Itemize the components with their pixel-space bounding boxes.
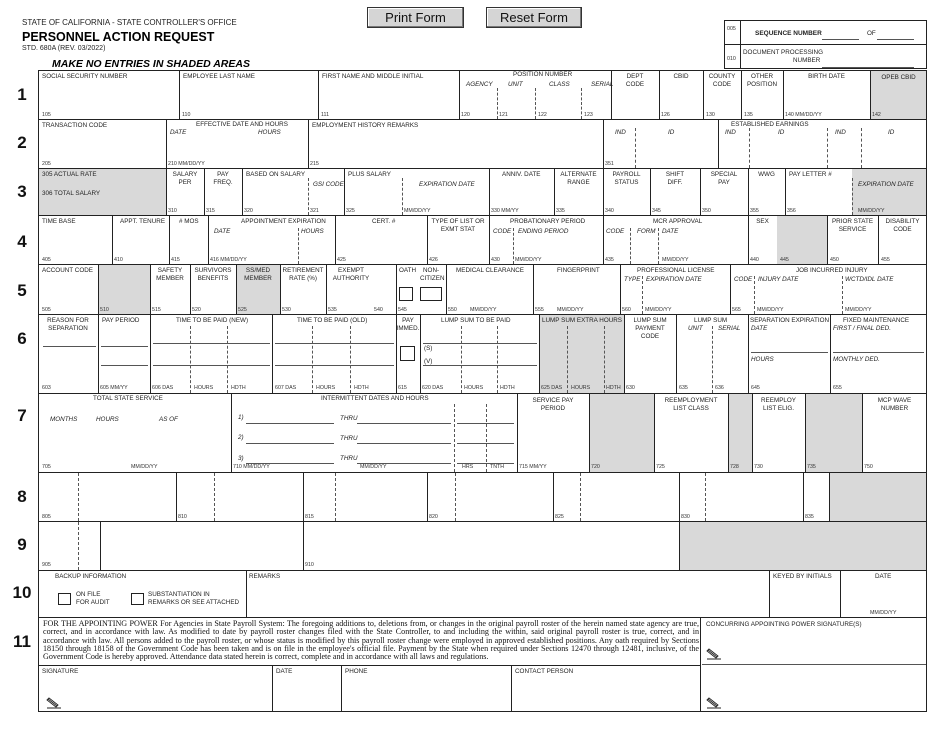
code-545: 545 (398, 307, 407, 313)
reemp-shaded (728, 394, 752, 472)
code-710: 710 MM/DD/YY (233, 464, 270, 470)
exempt-label: EXEMPT (338, 267, 364, 274)
code-121: 121 (499, 112, 508, 118)
concurring-signatures-label: CONCURRING APPOINTING POWER SIGNATURE(S) (706, 621, 862, 628)
code-105: 105 (42, 112, 51, 118)
intermittent-3: 3) (238, 455, 244, 462)
hours-unit: HOURS (194, 385, 214, 391)
hdth-unit: HDTH (606, 385, 621, 391)
transaction-code-label: TRANSACTION CODE (42, 122, 108, 129)
row-number: 8 (17, 487, 27, 506)
prior-service-label: SERVICE (838, 226, 867, 233)
service-period-label: PERIOD (540, 405, 566, 412)
code-725: 725 (656, 464, 665, 470)
sep-hours-label: HOURS (751, 356, 774, 363)
code-356: 356 (787, 208, 796, 214)
ls-unit-label: UNIT (688, 325, 703, 332)
time-paid-old-label: TIME TO BE PAID (OLD) (297, 317, 368, 324)
sep-date-label: DATE (751, 325, 768, 332)
plus-salary-label: PLUS SALARY (348, 171, 391, 178)
code-315: 315 (206, 208, 215, 214)
cbid-label: CBID (673, 73, 689, 80)
code-005: 005 (727, 26, 736, 32)
code-720: 720 (591, 464, 600, 470)
on-file-checkbox[interactable] (58, 593, 71, 605)
ssn-label: SOCIAL SECURITY NUMBER (42, 73, 128, 80)
retirement-rate-label: RATE (%) (289, 275, 317, 282)
code-410: 410 (114, 257, 123, 263)
row-number: 3 (17, 182, 27, 201)
separation-expiration-label: SEPARATION EXPIRATION (750, 317, 830, 324)
id-label: ID (668, 129, 675, 136)
safety-member-label: MEMBER (156, 275, 184, 282)
unit-label: UNIT (508, 81, 523, 88)
code-345: 345 (652, 208, 661, 214)
tss-asof-label: AS OF (159, 416, 178, 423)
shift-label: SHIFT (665, 171, 685, 178)
row-number: 4 (17, 232, 27, 251)
code-560: 560 (622, 307, 631, 313)
code-430: 430 (491, 257, 500, 263)
other-label: OTHER (750, 73, 774, 80)
code-905: 905 (42, 562, 51, 568)
actual-rate-label: 305 ACTUAL RATE (42, 171, 97, 178)
pay-immed-label: PAY (402, 317, 414, 324)
code-450: 450 (830, 257, 839, 263)
pen-signature-icon[interactable] (706, 648, 722, 660)
sequence-of-field[interactable] (877, 39, 914, 40)
immed-label: IMMED. (396, 325, 420, 332)
expiration-date-label: EXPIRATION DATE (858, 181, 914, 188)
code-535: 535 (328, 307, 337, 313)
form-number: STD. 680A (REV. 03/2022) (22, 45, 106, 52)
code-630: 630 (626, 385, 635, 391)
code-550: 550 (448, 307, 457, 313)
medical-clearance-label: MEDICAL CLEARANCE (456, 267, 524, 274)
ending-period-label: ENDING PERIOD (518, 228, 569, 235)
mcr-form-label: FORM (637, 228, 656, 235)
hours-unit: HOURS (571, 385, 591, 391)
last-name-label: EMPLOYEE LAST NAME (183, 73, 255, 80)
ls-payment-code-label: CODE (640, 333, 660, 340)
ls-serial-label: SERIAL (718, 325, 741, 332)
county-code-label: CODE (712, 81, 732, 88)
date-format: MM/DD/YY (404, 208, 431, 214)
monthly-ded-label: MONTHLY DED. (833, 356, 880, 363)
injury-date-label: INJURY DATE (758, 276, 799, 283)
special-label: SPECIAL (710, 171, 738, 178)
probationary-period-label: PROBATIONARY PERIOD (510, 218, 586, 225)
code-355: 355 (750, 208, 759, 214)
hdth-unit: HDTH (500, 385, 515, 391)
appt-date-label: DATE (214, 228, 231, 235)
code-435: 435 (605, 257, 614, 263)
code-425: 425 (337, 257, 346, 263)
doc-number-label: NUMBER (793, 57, 821, 64)
reemp-elig-shaded (805, 394, 862, 472)
code-820: 820 (429, 514, 438, 520)
code-416: 416 MM/DD/YY (210, 257, 247, 263)
row-number: 6 (17, 329, 27, 348)
lump-extra-shaded (539, 315, 624, 393)
code-340: 340 (605, 208, 614, 214)
account-code-label: ACCOUNT CODE (42, 267, 93, 274)
code-135: 135 (744, 112, 753, 118)
survivors-label: SURVIVORS (194, 267, 232, 274)
prior-state-label: PRIOR STATE (831, 218, 874, 225)
based-on-salary-label: BASED ON SALARY (246, 171, 306, 178)
phone-label: PHONE (345, 668, 368, 675)
disability-label: DISABILITY (885, 218, 920, 225)
no-entry-warning: MAKE NO ENTRIES IN SHADED AREAS (52, 58, 250, 70)
code-310: 310 (168, 208, 177, 214)
hdth-unit: HDTH (354, 385, 369, 391)
code-426: 426 (429, 257, 438, 263)
code-335: 335 (556, 208, 565, 214)
pay-letter-label: PAY LETTER # (789, 171, 832, 178)
payroll-status-label: STATUS (614, 179, 639, 186)
dept-label: DEPT (626, 73, 644, 80)
opeb-cbid-label: OPEB CBID (881, 74, 916, 81)
ls-number-label: LUMP SUM (694, 317, 728, 324)
code-835: 835 (805, 514, 814, 520)
lump-extra-label: LUMP SUM EXTRA HOURS (542, 317, 623, 324)
eff-date-label: DATE (170, 129, 187, 136)
thru-label: THRU (340, 455, 358, 462)
doc-number-field[interactable] (822, 67, 914, 68)
code-123: 123 (584, 112, 593, 118)
date-format: MM/DD/YY (757, 307, 784, 313)
ssmed-label: SS/MED (245, 267, 271, 274)
row-number: 9 (17, 535, 27, 554)
code-530: 530 (282, 307, 291, 313)
license-type-label: TYPE (624, 276, 641, 283)
code-120: 120 (461, 112, 470, 118)
row-number: 10 (12, 583, 32, 602)
code-126: 126 (661, 112, 670, 118)
first-name-label: FIRST NAME AND MIDDLE INITIAL (322, 73, 424, 80)
tss-hours-label: HOURS (96, 416, 119, 423)
date-format: MM/DD/YY (645, 307, 672, 313)
code-705: 705 (42, 464, 51, 470)
date-format: MM/DD/YY (858, 208, 885, 214)
sex-label: SEX (756, 218, 769, 225)
code-606: 606 DAS (152, 385, 174, 391)
ls-payment-label: LUMP SUM (633, 317, 667, 324)
mcp-number-label: NUMBER (880, 405, 909, 412)
code-445: 445 (780, 257, 789, 263)
code-525: 525 (238, 307, 247, 313)
code-825: 825 (555, 514, 564, 520)
code-520: 520 (192, 307, 201, 313)
hdth-unit: HDTH (231, 385, 246, 391)
date-format: MM/DD/YY (845, 307, 872, 313)
professional-license-label: PROFESSIONAL LICENSE (637, 267, 715, 274)
for-audit-label: FOR AUDIT (76, 599, 110, 606)
type-of-list-label: TYPE OF LIST OR (431, 218, 485, 225)
citizen-label: CITIZEN (420, 275, 445, 282)
other-position-label: POSITION (746, 81, 778, 88)
position-number-label: POSITION NUMBER (513, 71, 573, 78)
class-label: CLASS (549, 81, 570, 88)
code-440: 440 (750, 257, 759, 263)
code-130: 130 (706, 112, 715, 118)
code-555: 555 (535, 307, 544, 313)
row9-shaded (679, 522, 926, 570)
code-321: 321 (310, 208, 319, 214)
code-510: 510 (100, 307, 109, 313)
code-215: 215 (310, 161, 319, 167)
row-number: 2 (17, 133, 27, 152)
agency-header: STATE OF CALIFORNIA - STATE CONTROLLER'S OFFICE (22, 18, 237, 27)
code-565: 565 (732, 307, 741, 313)
list-elig-label: LIST ELIG. (762, 405, 795, 412)
reset-form-button[interactable]: Reset Form (486, 7, 582, 28)
history-remarks-label: EMPLOYMENT HISTORY REMARKS (312, 122, 419, 129)
date-format: MM/DD/YY (557, 307, 584, 313)
time-base-label: TIME BASE (42, 218, 76, 225)
prob-code-label: CODE (493, 228, 512, 235)
code-636: 636 (715, 385, 724, 391)
code-735: 735 (807, 464, 816, 470)
established-earnings-label: ESTABLISHED EARNINGS (731, 121, 809, 128)
separation-label: SEPARATION (48, 325, 88, 332)
doc-processing-label: DOCUMENT PROCESSING (743, 49, 824, 56)
code-620: 620 DAS (422, 385, 444, 391)
contact-person-label: CONTACT PERSON (515, 668, 574, 675)
pen-signature-icon[interactable] (46, 697, 62, 709)
gsi-code-label: GSI CODE (313, 181, 344, 188)
row8-shaded (829, 473, 926, 521)
payroll-label: PAYROLL (612, 171, 641, 178)
total-state-service-label: TOTAL STATE SERVICE (93, 395, 163, 402)
mcp-wave-label: MCP WAVE (877, 397, 912, 404)
date-format: MM/DD/YY (870, 610, 897, 616)
code-210: 210 MM/DD/YY (168, 161, 205, 167)
code-405: 405 (42, 257, 51, 263)
exmt-stat-label: EXMT STAT (440, 226, 476, 233)
code-351: 351 (605, 161, 614, 167)
anniv-date-label: ANNIV. DATE (502, 171, 541, 178)
code-415: 415 (171, 257, 180, 263)
total-salary-label: 306 TOTAL SALARY (42, 190, 101, 197)
backup-info-label: BACKUP INFORMATION (55, 573, 127, 580)
reason-label: REASON FOR (47, 317, 89, 324)
lump-sum-label: LUMP SUM TO BE PAID (441, 317, 511, 324)
list-class-label: LIST CLASS (673, 405, 709, 412)
remarks-attached-label: REMARKS OR SEE ATTACHED (148, 599, 240, 606)
code-830: 830 (681, 514, 690, 520)
pay-period-label: PAY PERIOD (102, 317, 140, 324)
code-603: 603 (42, 385, 51, 391)
print-form-button[interactable]: Print Form (367, 7, 464, 28)
special-pay-label: PAY (718, 179, 730, 186)
hours-unit: HOURS (316, 385, 336, 391)
code-655: 655 (833, 385, 842, 391)
job-injury-label: JOB INCURRED INJURY (796, 267, 868, 274)
pay-immed-checkbox[interactable] (400, 346, 415, 361)
code-810: 810 (178, 514, 187, 520)
agency-label: AGENCY (466, 81, 493, 88)
code-350: 350 (702, 208, 711, 214)
keyed-by-label: KEYED BY INITIALS (773, 573, 832, 580)
code-715: 715 MM/YY (519, 464, 547, 470)
thru-label: THRU (340, 415, 358, 422)
code-205: 205 (42, 161, 51, 167)
hrs-unit: HRS (462, 464, 474, 470)
county-label: COUNTY (708, 73, 736, 80)
hours-unit: HOURS (464, 385, 484, 391)
wctd-date-label: WCTD/IDL DATE (845, 276, 894, 283)
thru-label: THRU (340, 435, 358, 442)
oath-label: OATH (399, 267, 417, 274)
safety-label: SAFETY (157, 267, 183, 274)
sequence-field[interactable] (822, 39, 859, 40)
form-title: PERSONNEL ACTION REQUEST (22, 30, 215, 44)
code-455: 455 (881, 257, 890, 263)
intermittent-label: INTERMITTENT DATES AND HOURS (321, 395, 429, 402)
code-728: 728 (730, 464, 739, 470)
expiration-date-label: EXPIRATION DATE (419, 181, 475, 188)
code-805: 805 (42, 514, 51, 520)
code-730: 730 (754, 464, 763, 470)
code-635: 635 (679, 385, 688, 391)
code-540: 540 (374, 307, 383, 313)
code-010: 010 (727, 56, 736, 62)
s-label: (S) (424, 345, 433, 352)
code-625: 625 DAS (541, 385, 563, 391)
code-325: 325 (346, 208, 355, 214)
wwg-label: WWG (758, 171, 775, 178)
disability-code-label: CODE (893, 226, 912, 233)
retirement-label: RETIREMENT (282, 267, 324, 274)
date-format: MM/DD/YY (131, 464, 158, 470)
keyed-date-label: DATE (875, 573, 892, 580)
row-number: 11 (13, 632, 31, 651)
id-label: ID (778, 129, 785, 136)
remarks-label: REMARKS (249, 573, 281, 580)
row-number: 1 (17, 85, 27, 104)
code-140: 140 MM/DD/YY (785, 112, 822, 118)
code-645: 645 (751, 385, 760, 391)
pay-label: PAY (217, 171, 229, 178)
of-label: OF (867, 30, 876, 37)
signature-date-label: DATE (276, 668, 293, 675)
mcr-code-label: CODE (606, 228, 625, 235)
code-122: 122 (538, 112, 547, 118)
appointing-power-certification: FOR THE APPOINTING POWER For Agencies in State Payroll System: The foregoing additions to, deletions from, or changes in the original payroll roster of the herein named state agency are true, correct, and in accordance with law. As modified to date by payroll roster changes filed with the State Controller, to and including the within, said original payroll roster is true, correct, and in accordance with law. All persons added to the payroll roster, or whose status is modified by this payroll roster change were employed in approved established positions. Any oath required by Sections 18150 through 18158 of the Government Code has been taken and is on file in the employee's official file. Payment by the State when required under Sections 12470 through 12481, inclusive, of the Government Code is hereby approved. Attendance data stated herein is correct, complete and in accordance with all laws and regulations. (43, 619, 699, 662)
intermittent-2: 2) (238, 434, 244, 441)
intermittent-1: 1) (238, 414, 244, 421)
eff-hours-label: HOURS (258, 129, 281, 136)
alternate-label: ALTERNATE (560, 171, 597, 178)
row-number: 5 (17, 281, 27, 300)
mcr-date-label: DATE (662, 228, 679, 235)
salary-per-label: PER (178, 179, 192, 186)
sequence-label: SEQUENCE NUMBER (755, 30, 822, 37)
effective-date-label: EFFECTIVE DATE AND HOURS (196, 121, 288, 128)
code-910: 910 (305, 562, 314, 568)
cert-number-label: CERT. # (372, 218, 396, 225)
v-label: (V) (424, 358, 433, 365)
non-label: NON- (423, 267, 440, 274)
on-file-label: ON FILE (76, 591, 101, 598)
ls-payment-label2: PAYMENT (635, 325, 665, 332)
id-label: ID (888, 129, 895, 136)
mcr-approval-label: MCR APPROVAL (653, 218, 703, 225)
license-exp-label: EXPIRATION DATE (646, 276, 702, 283)
serial-label: SERIAL (591, 81, 614, 88)
oath-checkbox[interactable] (399, 287, 413, 301)
ind-label: IND (615, 129, 626, 136)
code-111: 111 (321, 112, 330, 118)
date-format: MM/DD/YY (515, 257, 542, 263)
birth-date-label: BIRTH DATE (808, 73, 845, 80)
date-format: MM/DD/YY (662, 257, 689, 263)
code-607: 607 DAS (275, 385, 297, 391)
service-pay-label: SERVICE PAY (532, 397, 574, 404)
code-142: 142 (872, 112, 881, 118)
salary-label: SALARY (172, 171, 198, 178)
code-505: 505 (42, 307, 51, 313)
code-615: 615 (398, 385, 407, 391)
injury-code-label: CODE (734, 276, 753, 283)
fixed-maintenance-label: FIXED MAINTENANCE (843, 317, 910, 324)
reemploy-label: REEMPLOY (761, 397, 796, 404)
code-320: 320 (244, 208, 253, 214)
code-750: 750 (864, 464, 873, 470)
code-605: 605 MM/YY (100, 385, 128, 391)
pay-freq-label: FREQ. (213, 179, 233, 186)
code-110: 110 (182, 112, 191, 118)
ssmed-member-label: MEMBER (244, 275, 272, 282)
ind-label: IND (835, 129, 846, 136)
time-paid-new-label: TIME TO BE PAID (NEW) (176, 317, 249, 324)
date-format: MM/DD/YY (360, 464, 387, 470)
fingerprint-label: FINGERPRINT (557, 267, 600, 274)
appt-expiration-label: APPOINTMENT EXPIRATION (241, 218, 326, 225)
code-515: 515 (152, 307, 161, 313)
substantiation-label: SUBSTANTIATION IN (148, 591, 210, 598)
code-330: 330 MM/YY (491, 208, 519, 214)
svc-pay-shaded (589, 394, 654, 472)
appt-tenure-label: APPT. TENURE (120, 218, 166, 225)
exempt-authority-label: AUTHORITY (332, 275, 370, 282)
alt-range-label: RANGE (567, 179, 590, 186)
ind-label: IND (725, 129, 736, 136)
code-815: 815 (305, 514, 314, 520)
pen-signature-icon[interactable] (706, 697, 722, 709)
non-citizen-checkbox[interactable] (420, 287, 442, 301)
appt-hours-label: HOURS (301, 228, 324, 235)
dept-code-label: CODE (625, 81, 645, 88)
reemployment-label: REEMPLOYMENT (664, 397, 718, 404)
row-number: 7 (17, 406, 27, 425)
tnth-unit: TNTH (490, 464, 505, 470)
shift-diff-label: DIFF. (667, 179, 683, 186)
signature-label: SIGNATURE (42, 668, 79, 675)
date-format: MM/DD/YY (470, 307, 497, 313)
months-label: # MOS (179, 218, 199, 225)
substantiation-checkbox[interactable] (131, 593, 144, 605)
tss-months-label: MONTHS (50, 416, 78, 423)
survivors-benefits-label: BENEFITS (197, 275, 229, 282)
first-final-ded-label: FIRST / FINAL DED. (833, 325, 891, 332)
